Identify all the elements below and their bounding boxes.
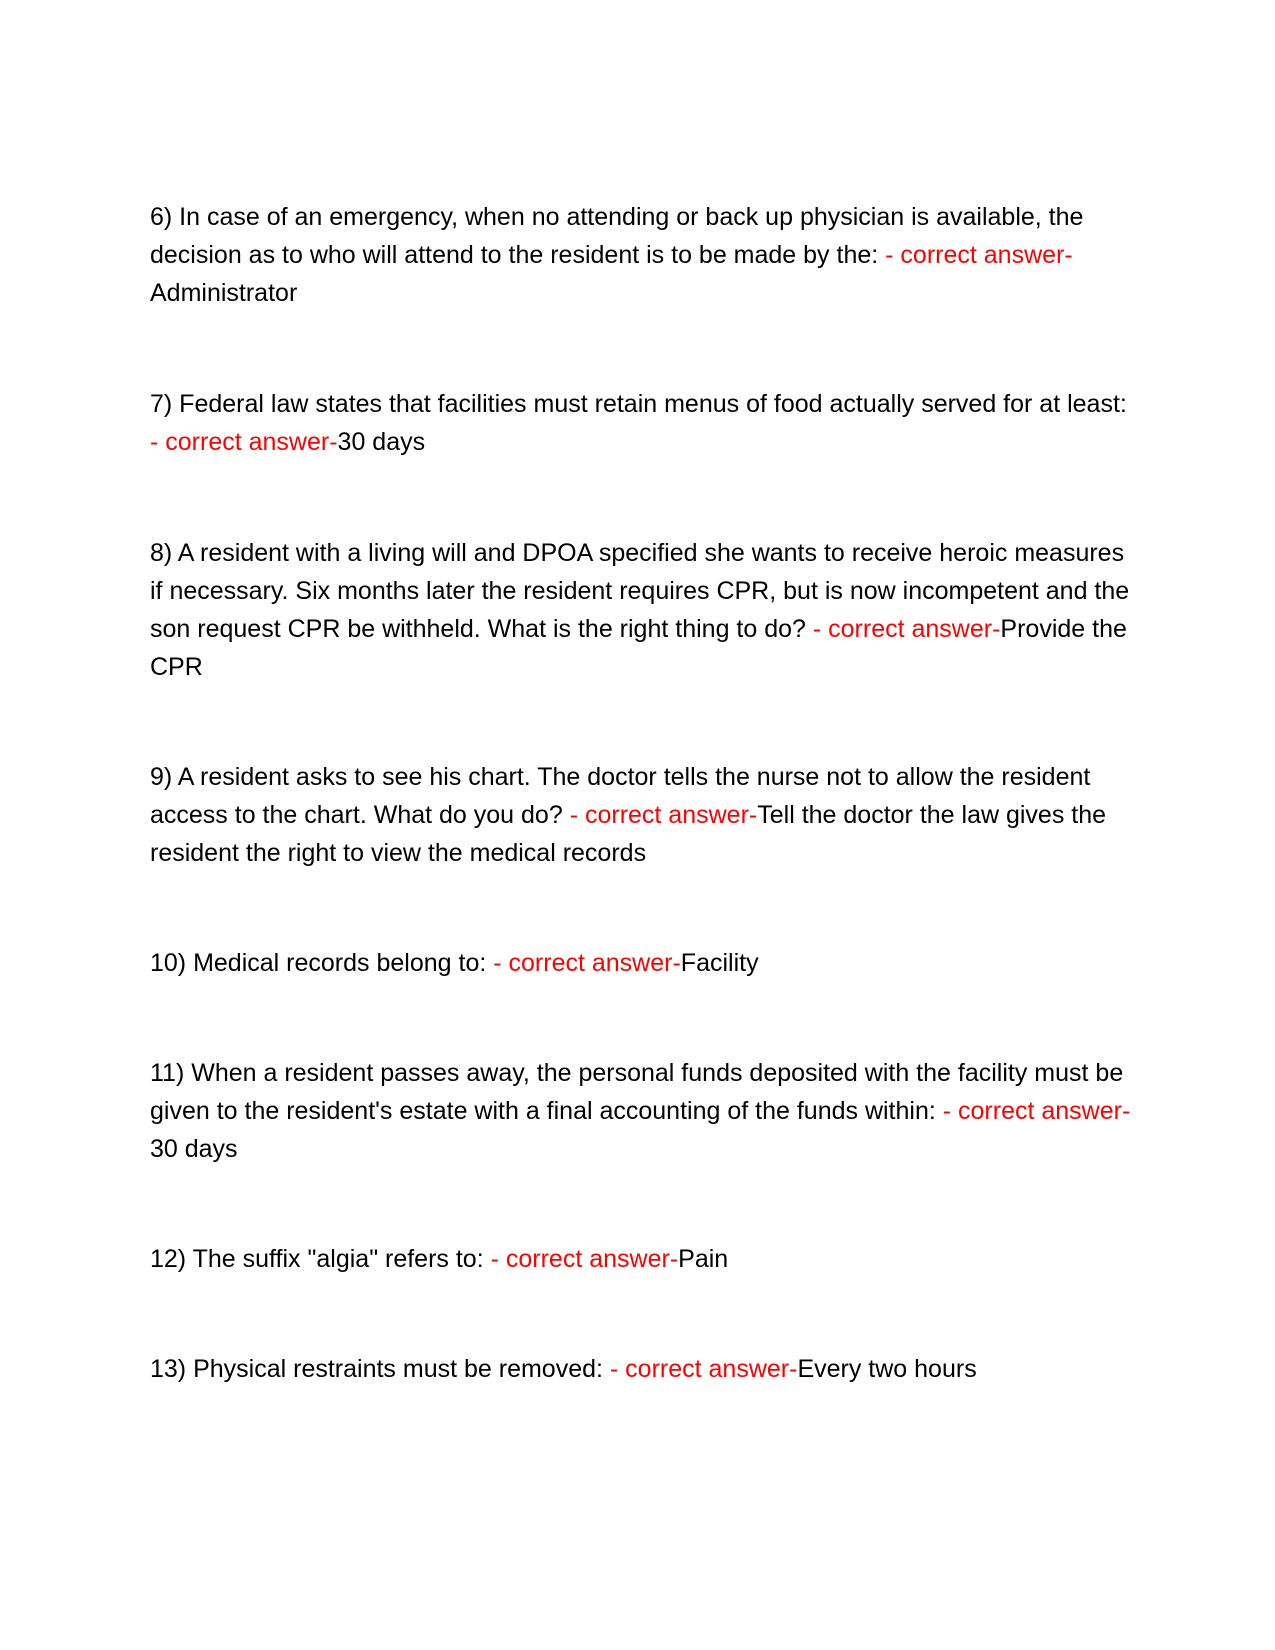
question-text: 12) The suffix "algia" refers to:	[150, 1245, 491, 1273]
question-text: 7) Federal law states that facilities must retain menus of food actually served for at least:	[150, 390, 1127, 418]
answer-marker: - correct answer-	[942, 1097, 1131, 1125]
question-text: 9) A resident asks to see his chart. The doctor tells the nurse not to allow the resident access to the chart. What do you do?	[150, 763, 1091, 829]
question-text: 10) Medical records belong to:	[150, 949, 494, 977]
answer-text: Every two hours	[797, 1355, 977, 1383]
question-text: 8) A resident with a living will and DPOA specified she wants to receive heroic measures if necessary. Six months later the resident requires CPR, but is now incompetent and the son request CPR be withheld. What is the right thing to do?	[150, 539, 1130, 643]
answer-marker: - correct answer-	[609, 1355, 798, 1383]
question-text: 13) Physical restraints must be removed:	[150, 1355, 610, 1383]
answer-text: 30 days	[337, 428, 426, 456]
question-text: 6) In case of an emergency, when no attending or back up physician is available, the decision as to who will attend to the resident is to be made by the:	[150, 203, 1084, 269]
answer-text: Facility	[680, 949, 759, 977]
answer-text: Tell the doctor the law gives the resident the right to view the medical records	[150, 801, 1107, 867]
answer-text: Administrator	[150, 279, 298, 307]
question-text: 11) When a resident passes away, the personal funds deposited with the facility must be given to the resident's estate with a final accounting of the funds within:	[150, 1059, 1124, 1125]
answer-marker: - correct answer-	[885, 241, 1073, 269]
answer-marker: - correct answer-	[150, 428, 338, 456]
qa-item-8	[150, 534, 1135, 686]
answer-marker: - correct answer-	[493, 949, 681, 977]
qa-item-11	[150, 1054, 1135, 1168]
qa-item-13	[150, 1350, 1135, 1388]
qa-item-10	[150, 944, 1135, 982]
answer-text: 30 days	[150, 1135, 238, 1163]
answer-text: Pain	[678, 1245, 729, 1273]
qa-item-9	[150, 758, 1135, 872]
qa-item-12	[150, 1240, 1135, 1278]
answer-text: Provide the CPR	[150, 615, 1127, 681]
qa-item-7	[150, 385, 1135, 461]
qa-item-6	[150, 198, 1135, 312]
question-answer-list	[150, 198, 1135, 1460]
answer-marker: - correct answer-	[812, 615, 1001, 643]
answer-marker: - correct answer-	[490, 1245, 679, 1273]
answer-marker: - correct answer-	[569, 801, 758, 829]
